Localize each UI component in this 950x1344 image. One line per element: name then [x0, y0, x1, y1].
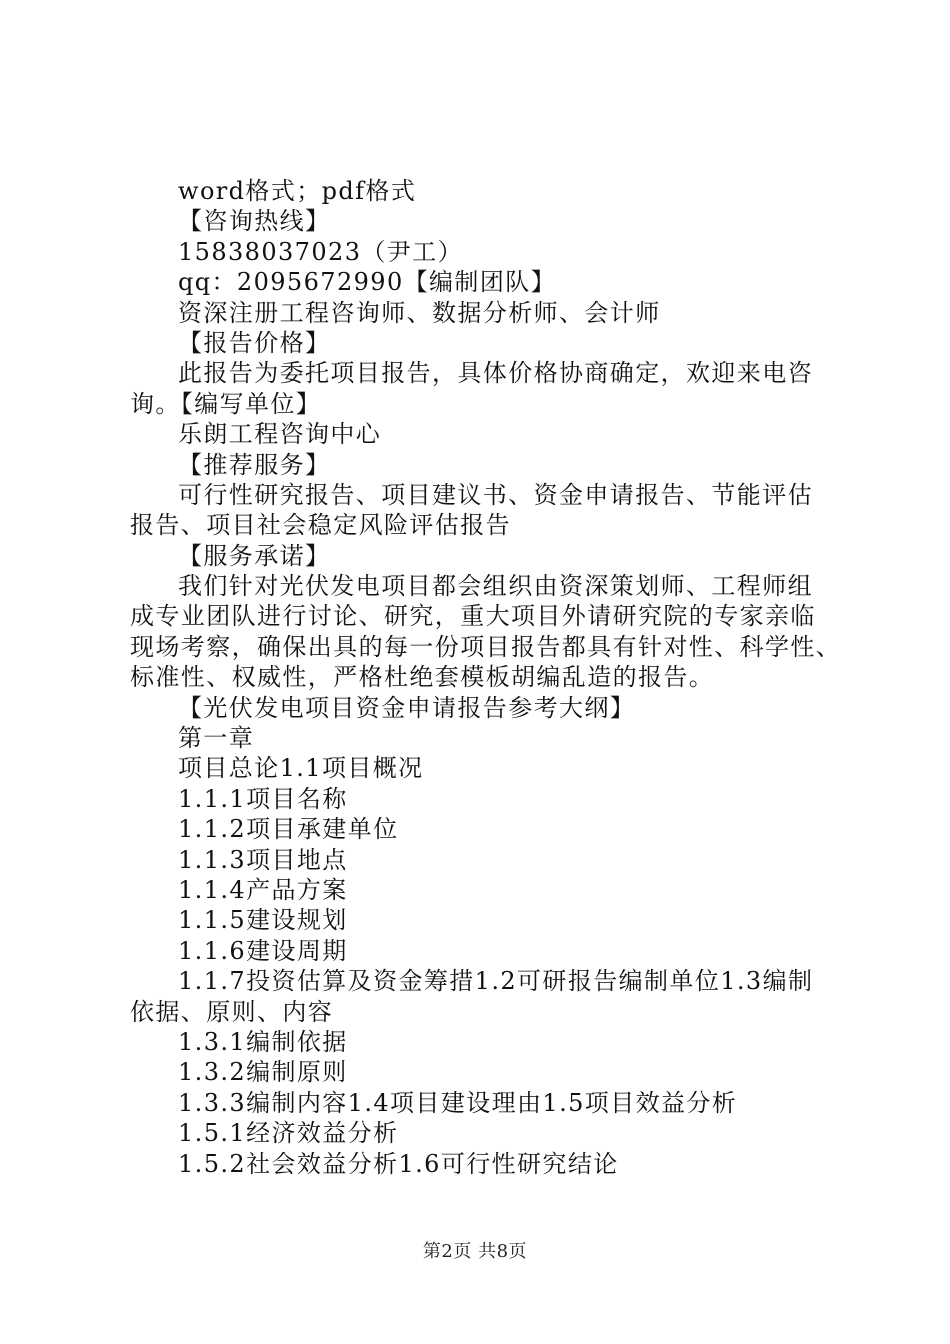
text-line: 15838037023（尹工）: [178, 237, 463, 266]
text-line: 1.3.2编制原则: [178, 1058, 348, 1087]
text-line: qq：2095672990【编制团队】: [178, 268, 557, 297]
text-line: 第一章: [178, 724, 255, 753]
text-line: word格式；pdf格式: [178, 177, 417, 205]
text-line: 1.1.3项目地点: [178, 845, 348, 874]
text-line: 1.1.7投资估算及资金筹措1.2可研报告编制单位1.3编制: [178, 967, 814, 996]
text-line: 现场考察，确保出具的每一份项目报告都具有针对性、科学性、: [130, 632, 842, 661]
text-line: 资深注册工程咨询师、数据分析师、会计师: [178, 298, 661, 327]
text-line: 依据、原则、内容: [130, 997, 334, 1026]
text-line: 【报告价格】: [178, 328, 331, 357]
text-line: 1.5.2社会效益分析1.6可行性研究结论: [178, 1149, 619, 1178]
text-line: 我们针对光伏发电项目都会组织由资深策划师、工程师组: [178, 572, 813, 601]
text-line: 【推荐服务】: [178, 450, 331, 479]
text-line: 【服务承诺】: [178, 541, 331, 570]
page-footer: [0, 1240, 950, 1264]
text-line: 项目总论1.1项目概况: [178, 754, 424, 783]
text-line: 可行性研究报告、项目建议书、资金申请报告、节能评估: [178, 480, 813, 509]
text-line: 1.1.1项目名称: [178, 784, 348, 813]
text-line: 乐朗工程咨询中心: [178, 420, 382, 449]
text-line: 1.1.6建设周期: [178, 936, 348, 965]
text-line: 1.1.2项目承建单位: [178, 815, 399, 844]
text-line: 报告、项目社会稳定风险评估报告: [130, 511, 511, 540]
text-line: 1.3.3编制内容1.4项目建设理由1.5项目效益分析: [178, 1088, 738, 1117]
text-line: 1.3.1编制依据: [178, 1027, 348, 1056]
text-line: 1.1.4产品方案: [178, 875, 348, 904]
document-body: [130, 176, 840, 1179]
page-number-label: 第2页 共8页: [422, 1241, 528, 1262]
text-line: 询。【编写单位】: [130, 389, 322, 418]
text-line: 1.5.1经济效益分析: [178, 1119, 399, 1148]
text-line: 此报告为委托项目报告，具体价格协商确定，欢迎来电咨: [178, 359, 813, 388]
text-line: 标准性、权威性，严格杜绝套模板胡编乱造的报告。: [130, 663, 715, 692]
text-line: 【咨询热线】: [178, 207, 331, 236]
text-line: 1.1.5建设规划: [178, 906, 348, 935]
text-line: 【光伏发电项目资金申请报告参考大纲】: [178, 693, 636, 722]
text-line: 成专业团队进行讨论、研究，重大项目外请研究院的专家亲临: [130, 602, 816, 631]
